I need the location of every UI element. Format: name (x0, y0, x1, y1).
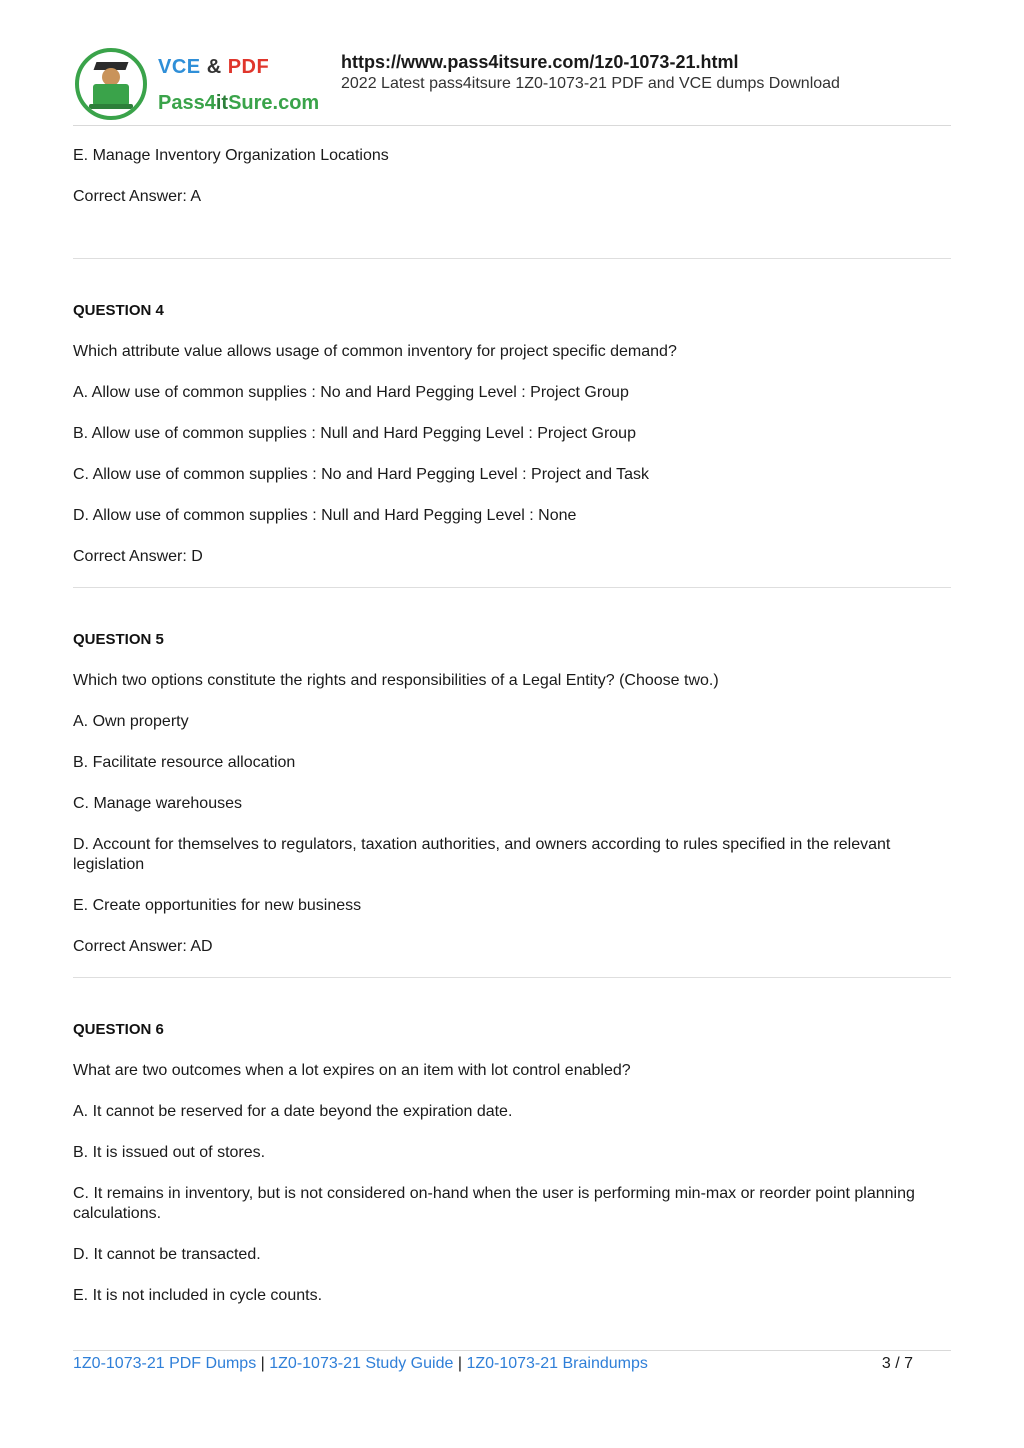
prev-option-e: E. Manage Inventory Organization Locations (73, 147, 389, 164)
footer-link-pdf-dumps[interactable]: 1Z0-1073-21 PDF Dumps (73, 1355, 257, 1372)
header-subtitle: 2022 Latest pass4itsure 1Z0-1073-21 PDF and VCE dumps Download (341, 75, 840, 92)
page-header (73, 44, 951, 126)
question-4-option-c: C. Allow use of common supplies : No and Hard Pegging Level : Project and Task (73, 466, 650, 483)
page-number: 3 / 7 (881, 1355, 913, 1372)
footer-separator: | (260, 1355, 265, 1372)
question-4-text: Which attribute value allows usage of common inventory for project specific demand? (73, 343, 677, 360)
footer-separator: | (457, 1355, 462, 1372)
question-6-option-d: D. It cannot be transacted. (73, 1246, 261, 1263)
question-5-option-e: E. Create opportunities for new business (73, 897, 362, 914)
question-5-option-d: D. Account for themselves to regulators, taxation authorities, and owners according to rules specified in the relevant legislation (73, 836, 891, 873)
logo-text-pass4itsure: Pass4itSure.com (158, 92, 320, 114)
footer-link-braindumps[interactable]: 1Z0-1073-21 Braindumps (466, 1355, 648, 1372)
question-4-option-b: B. Allow use of common supplies : Null and Hard Pegging Level : Project Group (73, 425, 636, 442)
graduate-laptop-icon (75, 48, 147, 120)
logo-text-vce-pdf: VCE & PDF (158, 56, 270, 78)
question-4-option-a: A. Allow use of common supplies : No and Hard Pegging Level : Project Group (73, 384, 629, 401)
divider (73, 587, 951, 588)
prev-correct-answer: Correct Answer: A (73, 188, 202, 205)
site-logo[interactable] (73, 44, 320, 124)
question-4-title: QUESTION 4 (73, 302, 164, 319)
question-5-answer: Correct Answer: AD (73, 938, 213, 955)
question-5-text: Which two options constitute the rights and responsibilities of a Legal Entity? (Choose two.) (73, 672, 719, 689)
page-footer (73, 1350, 951, 1374)
question-6-option-c: C. It remains in inventory, but is not considered on-hand when the user is performing min-max or reorder point planning calculations. (73, 1185, 915, 1222)
question-6-text: What are two outcomes when a lot expires on an item with lot control enabled? (73, 1062, 631, 1079)
footer-link-study-guide[interactable]: 1Z0-1073-21 Study Guide (269, 1355, 454, 1372)
header-url[interactable]: https://www.pass4itsure.com/1z0-1073-21.html (341, 52, 739, 72)
page-content (73, 146, 951, 1306)
question-6-title: QUESTION 6 (73, 1021, 164, 1038)
question-5-option-c: C. Manage warehouses (73, 795, 242, 812)
question-6-option-e: E. It is not included in cycle counts. (73, 1287, 323, 1304)
question-5-title: QUESTION 5 (73, 631, 164, 648)
question-4-option-d: D. Allow use of common supplies : Null and Hard Pegging Level : None (73, 507, 577, 524)
question-6-option-a: A. It cannot be reserved for a date beyond the expiration date. (73, 1103, 513, 1120)
divider (73, 258, 951, 259)
divider (73, 977, 951, 978)
question-5-option-a: A. Own property (73, 713, 189, 730)
question-4-answer: Correct Answer: D (73, 548, 203, 565)
question-6-option-b: B. It is issued out of stores. (73, 1144, 266, 1161)
question-5-option-b: B. Facilitate resource allocation (73, 754, 296, 771)
